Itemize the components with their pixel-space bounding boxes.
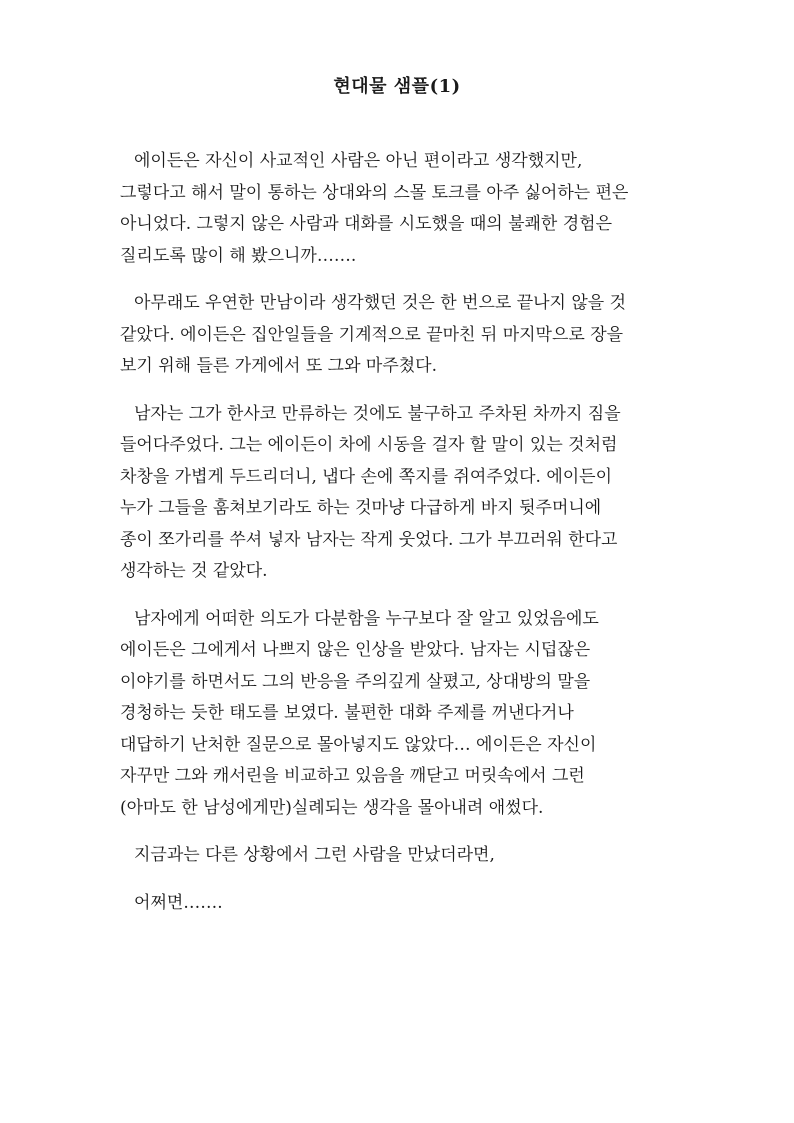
- text-line: 보기 위해 들른 가게에서 또 그와 마주쳤다.: [120, 356, 438, 376]
- text-line: 그렇다고 해서 말이 통하는 상대와의 스몰 토크를 아주 싫어하는 편은: [120, 182, 629, 203]
- text-line: 대답하기 난처한 질문으로 몰아넣지도 않았다… 에이든은 자신이: [120, 734, 597, 755]
- text-line: 들어다주었다. 그는 에이든이 차에 시동을 걸자 할 말이 있는 것처럼: [120, 435, 618, 455]
- text-line: 이야기를 하면서도 그의 반응을 주의깊게 살폈고, 상대방의 말을: [120, 671, 591, 692]
- text-line: 에이든은 자신이 사교적인 사람은 아닌 편이라고 생각했지만,: [134, 151, 583, 171]
- text-line: 아니었다. 그렇지 않은 사람과 대화를 시도했을 때의 불쾌한 경험은: [120, 214, 613, 234]
- text-line: 종이 쪼가리를 쑤셔 넣자 남자는 작게 웃었다. 그가 부끄러워 한다고: [120, 529, 618, 550]
- text-line: 어쩌면…….: [134, 892, 223, 913]
- text-line: 에이든은 그에게서 나쁘지 않은 인상을 받았다. 남자는 시덥잖은: [120, 640, 591, 660]
- page-title: 현대물 샘플(1): [333, 76, 461, 97]
- paragraph-5: [120, 840, 680, 872]
- paragraph-1: [120, 146, 680, 272]
- text-line: (아마도 한 남성에게만)실례되는 생각을 몰아내려 애썼다.: [120, 797, 544, 818]
- text-line: 질리도록 많이 해 봤으니까…….: [120, 245, 357, 266]
- text-line: 남자는 그가 한사코 만류하는 것에도 불구하고 주차된 차까지 짐을: [134, 403, 621, 424]
- paragraph-2: [120, 288, 680, 383]
- paragraph-6: [120, 888, 680, 920]
- text-line: 생각하는 것 같았다.: [120, 561, 268, 581]
- text-line: 차창을 가볍게 두드리더니, 냅다 손에 쪽지를 쥐여주었다. 에이든이: [120, 466, 613, 487]
- text-line: 아무래도 우연한 만남이라 생각했던 것은 한 번으로 끝나지 않을 것: [134, 293, 627, 313]
- text-line: 같았다. 에이든은 집안일들을 기계적으로 끝마친 뒤 마지막으로 장을: [120, 324, 624, 345]
- paragraph-3: [120, 399, 680, 588]
- text-line: 누가 그들을 훔쳐보기라도 하는 것마냥 다급하게 바지 뒷주머니에: [120, 498, 602, 518]
- text-line: 남자에게 어떠한 의도가 다분함을 누구보다 잘 알고 있었음에도: [134, 608, 599, 629]
- text-line: 지금과는 다른 상황에서 그런 사람을 만났더라면,: [134, 845, 495, 865]
- paragraph-4: [120, 604, 680, 825]
- text-line: 경청하는 듯한 태도를 보였다. 불편한 대화 주제를 꺼낸다거나: [120, 703, 574, 723]
- text-line: 자꾸만 그와 캐서린을 비교하고 있음을 깨닫고 머릿속에서 그런: [120, 766, 585, 786]
- body-text: [120, 146, 680, 935]
